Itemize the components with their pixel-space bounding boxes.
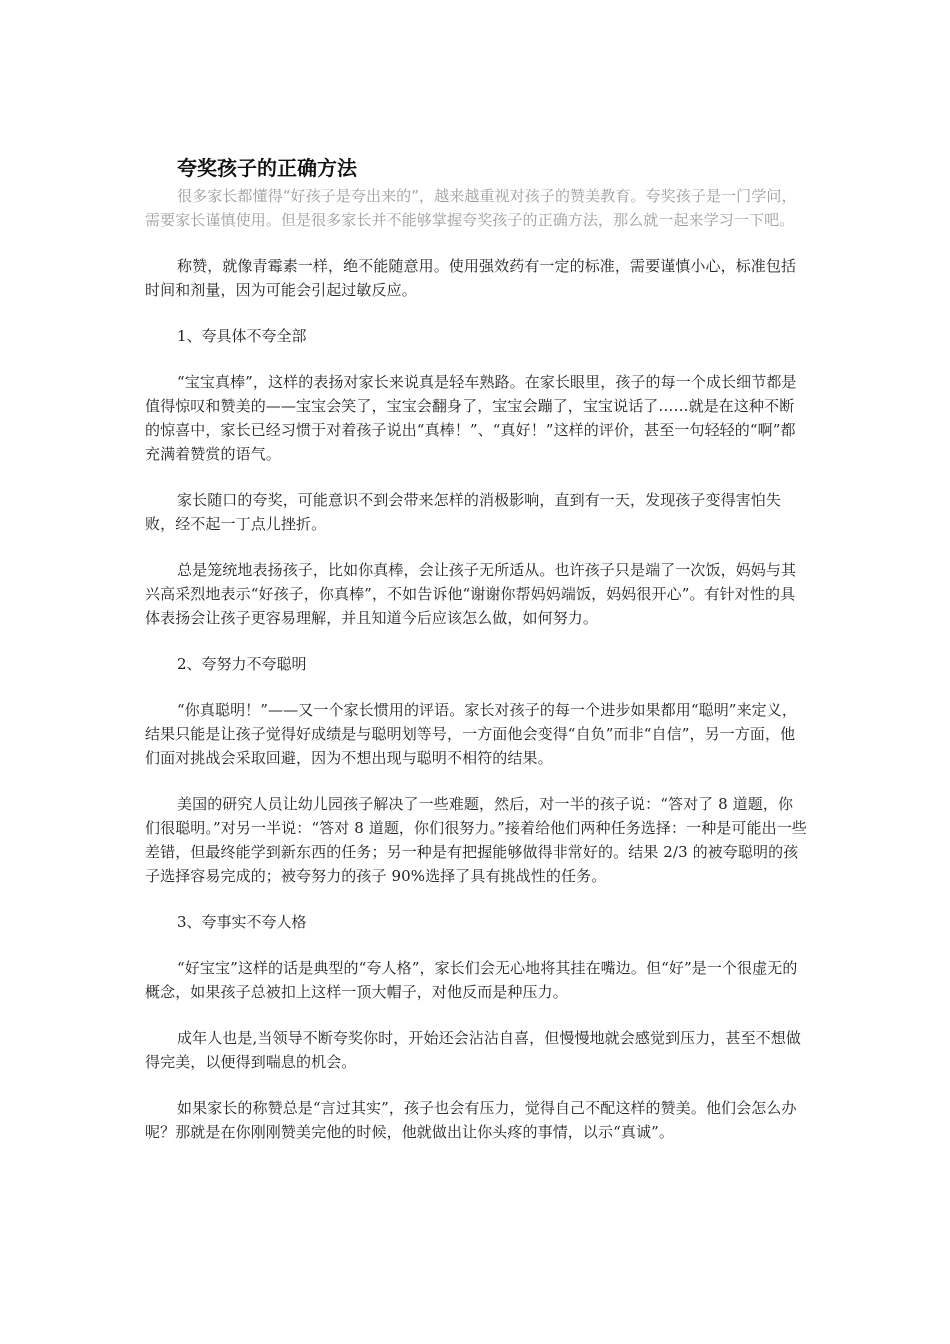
paragraph-8: 成年人也是,当领导不断夸奖你时，开始还会沾沾自喜，但慢慢地就会感觉到压力，甚至不想做得完美，以便得到喘息的机会。 xyxy=(145,1029,801,1071)
paragraph-5: “你真聪明！”——又一个家长惯用的评语。家长对孩子的每一个进步如果都用“聪明”来定义，结果只能是让孩子觉得好成绩是与聪明划等号，一方面他会变得“自负”而非“自信”，另一方面，他们面对挑战会采取回避，因为不想出现与聪明不相符的结果。 xyxy=(145,701,797,767)
document-page xyxy=(145,152,807,1144)
paragraph-4: 总是笼统地表扬孩子，比如你真棒，会让孩子无所适从。也许孩子只是端了一次饭，妈妈与其兴高采烈地表示“好孩子，你真棒”，不如告诉他“谢谢你帮妈妈端饭，妈妈很开心”。有针对性的具体表扬会让孩子更容易理解，并且知道今后应该怎么做，如何努力。 xyxy=(145,561,797,627)
section-heading-1: 1、夸具体不夸全部 xyxy=(177,327,307,345)
paragraph-9: 如果家长的称赞总是“言过其实”，孩子也会有压力，觉得自己不配这样的赞美。他们会怎么办呢？那就是在你刚刚赞美完他的时候，他就做出让你头疼的事情，以示“真诚”。 xyxy=(145,1099,797,1141)
paragraph-6: 美国的研究人员让幼儿园孩子解决了一些难题，然后，对一半的孩子说：“答对了 8 道题，你们很聪明。”对另一半说：“答对 8 道题，你们很努力。”接着给他们两种任务选择：一种是可能出一些差错，但最终能学到新东西的任务；另一种是有把握能够做得非常好的。结果 2/3 的被夸聪明的孩子选择容易完成的；被夸努力的孩子 90%选择了具有挑战性的任务。 xyxy=(145,795,807,885)
section-heading-3: 3、夸事实不夸人格 xyxy=(177,913,307,931)
page-title: 夸奖孩子的正确方法 xyxy=(177,156,357,180)
paragraph-1: 称赞，就像青霉素一样，绝不能随意用。使用强效药有一定的标准，需要谨慎小心，标准包括时间和剂量，因为可能会引起过敏反应。 xyxy=(145,257,797,299)
intro-paragraph: 很多家长都懂得“好孩子是夸出来的”，越来越重视对孩子的赞美教育。夸奖孩子是一门学问，需要家长谨慎使用。但是很多家长并不能够掌握夸奖孩子的正确方法，那么就一起来学习一下吧。 xyxy=(145,187,797,229)
section-heading-2: 2、夸努力不夸聪明 xyxy=(177,655,307,673)
paragraph-7: “好宝宝”这样的话是典型的“夸人格”，家长们会无心地将其挂在嘴边。但“好”是一个很虚无的概念，如果孩子总被扣上这样一顶大帽子，对他反而是种压力。 xyxy=(145,959,798,1001)
paragraph-2: “宝宝真棒”，这样的表扬对家长来说真是轻车熟路。在家长眼里，孩子的每一个成长细节都是值得惊叹和赞美的——宝宝会笑了，宝宝会翻身了，宝宝会蹦了，宝宝说话了……就是在这种不断的惊喜中，家长已经习惯于对着孩子说出“真棒！”、“真好！”这样的评价，甚至一句轻轻的“啊”都充满着赞赏的语气。 xyxy=(145,373,797,463)
paragraph-3: 家长随口的夸奖，可能意识不到会带来怎样的消极影响，直到有一天，发现孩子变得害怕失败，经不起一丁点儿挫折。 xyxy=(145,491,782,533)
